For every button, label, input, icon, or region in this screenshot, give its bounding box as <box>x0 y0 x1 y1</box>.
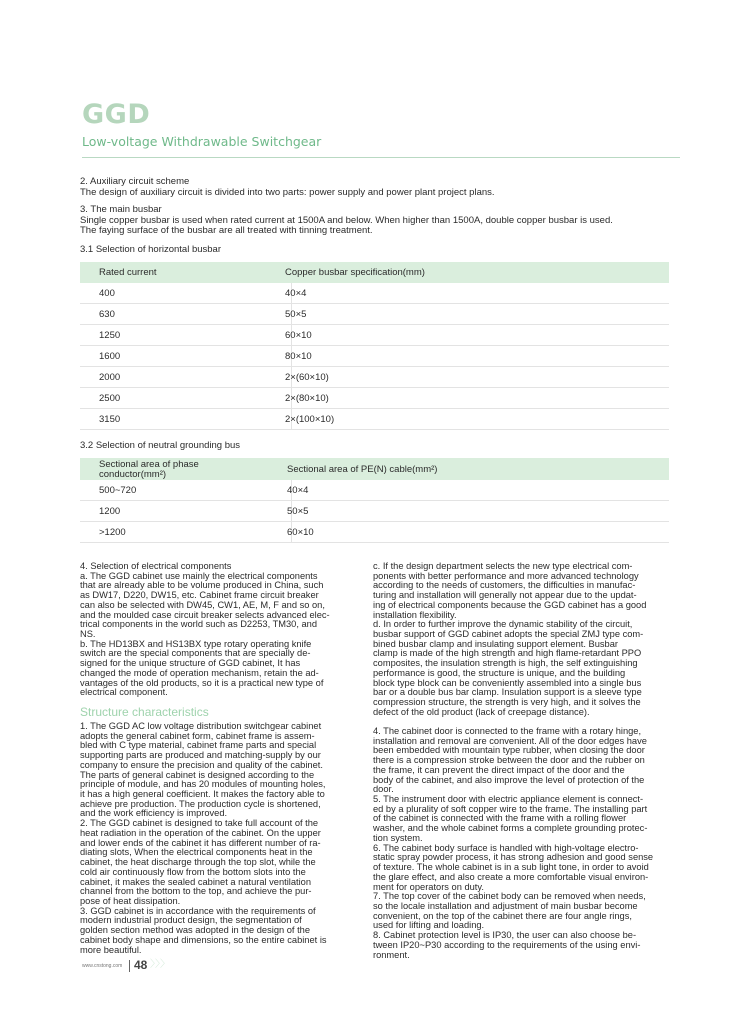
text-line: adopts the general cabinet form, cabinet frame is assem- <box>80 730 315 741</box>
right-column-text-2 <box>373 727 653 960</box>
text-line: been embedded with mountain type rubber, when closing the door <box>373 745 645 756</box>
table-header-row <box>80 458 669 480</box>
table-cell: 630 <box>99 309 115 320</box>
busbar-heading: 3. The main busbar <box>80 204 162 215</box>
text-line: the frame, it can prevent the direct impact of the door and the <box>373 764 625 775</box>
text-line: 6. The cabinet body surface is handled with high-voltage electro- <box>373 842 639 853</box>
table-header-row <box>80 262 669 283</box>
header-line: Sectional area of phase <box>99 459 199 470</box>
table-cell: 80×10 <box>285 351 312 362</box>
table2-caption: 3.2 Selection of neutral grounding bus <box>80 440 241 451</box>
text-line: tion system. <box>373 832 423 843</box>
text-line: 8. Cabinet protection level is IP30, the user can also choose be- <box>373 930 637 941</box>
text-line: 7. The top cover of the cabinet body can be removed when needs, <box>373 891 646 902</box>
text-line: and the moulded case circuit breaker selects advanced elec- <box>80 609 330 620</box>
table-row <box>80 480 669 501</box>
page-title: GGD <box>82 99 151 130</box>
table-cell: 60×10 <box>287 527 314 538</box>
aux-text: The design of auxiliary circuit is divided into two parts: power supply and power plant project plans. <box>80 186 495 198</box>
text-line: The parts of general cabinet is designed according to the <box>80 769 315 780</box>
text-line: as DW17, D220, DW15, etc. Cabinet frame circuit breaker <box>80 590 319 601</box>
table-cell: 2000 <box>99 372 121 383</box>
text-line: ing of electrical components because the GGD cabinet has a good <box>373 599 647 610</box>
text-line: block type block can be conveniently assembled into a single bus <box>373 677 642 688</box>
page-subtitle: Low-voltage Withdrawable Switchgear <box>82 134 322 149</box>
table-row <box>80 346 669 367</box>
right-column-text-1 <box>373 562 646 718</box>
table-cell: 2500 <box>99 393 121 404</box>
text-line: performance is good, the structure is unique, and the building <box>373 667 626 678</box>
text-line: b. The HD13BX and HS13BX type rotary operating knife <box>80 638 312 649</box>
left-column-components <box>80 562 330 698</box>
text-line: d. In order to further improve the dynamic stability of the circuit, <box>373 619 633 630</box>
text-line: more beautiful. <box>80 944 142 955</box>
chevron-right-icon: 〉〉〉 <box>150 959 170 970</box>
text-line: diating slots, When the electrical components heat in the <box>80 847 313 858</box>
table-cell: 60×10 <box>285 330 312 341</box>
table-row <box>80 522 669 543</box>
table-row <box>80 388 669 409</box>
footer-url: www.cnstong.com <box>82 963 123 969</box>
text-line: bar or a double bus bar clamp. Insulation support is a sleeve type <box>373 687 642 698</box>
text-line: body of the cabinet, and also improve the level of protection of the <box>373 774 645 785</box>
column-header-phase-conductor <box>99 460 199 480</box>
table-row <box>80 283 669 304</box>
text-line: compression structure, the strength is very high, and it solves the <box>373 697 641 708</box>
text-line: c. If the design department selects the new type electrical com- <box>373 561 633 571</box>
text-line: ed by a plurality of soft copper wire to the frame. The installing part <box>373 803 648 814</box>
text-line: so the locale installation and adjustment of main busbar become <box>373 900 638 911</box>
text-line: 4. Selection of electrical components <box>80 561 232 571</box>
text-line: trical components in the world such as D2253, TM30, and <box>80 619 318 630</box>
text-line: cabinet, the heat discharge through the top slot, while the <box>80 857 316 868</box>
horizontal-busbar-table <box>80 262 669 430</box>
table-cell: 1600 <box>99 351 121 362</box>
text-line: a. The GGD cabinet use mainly the electrical components <box>80 570 318 581</box>
text-line: bled with C type material, cabinet frame parts and special <box>80 740 317 751</box>
text-line: golden section method was adopted in the design of the <box>80 925 311 936</box>
table-cell: 2×(80×10) <box>285 393 329 404</box>
text-line: of texture. The whole cabinet is in a sub light tone, in order to avoid <box>373 862 649 873</box>
text-line: bined busbar clamp and insulating support element. Busbar <box>373 638 618 649</box>
text-line: installation flexibility. <box>373 609 457 620</box>
text-line: 1. The GGD AC low voltage distribution switchgear cabinet <box>80 721 322 731</box>
busbar-text-1: Single copper busbar is used when rated current at 1500A and below. When higher than 1500A, double copper busbar is used. <box>80 214 613 226</box>
text-line: static spray powder process, it has strong adhesion and good sense <box>373 852 654 863</box>
table-row <box>80 409 669 430</box>
text-line: defect of the old product (lack of creepage distance). <box>373 706 590 717</box>
text-line: ment for operators on duty. <box>373 881 484 892</box>
text-line: installation and removal are convenient. All of the door edges have <box>373 735 647 746</box>
table-cell: >1200 <box>99 527 126 538</box>
table-cell: 50×5 <box>287 506 309 517</box>
table-cell: 50×5 <box>285 309 307 320</box>
table-row <box>80 304 669 325</box>
text-line: composites, the insulation strength is high, the self extinguishing <box>373 658 638 669</box>
table-cell: 2×(100×10) <box>285 414 335 425</box>
text-line: electrical component. <box>80 687 168 698</box>
busbar-text-2: The faying surface of the busbar are all treated with tinning treatment. <box>80 225 373 237</box>
text-line: principle of module, and has 20 modules of mounting holes, <box>80 779 326 790</box>
text-line: cabinet, it makes the sealed cabinet a natural ventilation <box>80 876 312 887</box>
text-line: NS. <box>80 629 96 640</box>
text-line: convenient, on the top of the cabinet there are four angle rings, <box>373 910 632 921</box>
table-cell: 40×4 <box>287 485 309 496</box>
text-line: the glare effect, and also create a more comfortable visual environ- <box>373 871 649 882</box>
text-line: vantages of the old products, so it is a practical new type of <box>80 677 324 688</box>
table-cell: 40×4 <box>285 288 307 299</box>
table-cell: 2×(60×10) <box>285 372 329 383</box>
header-line: conductor(mm²) <box>99 469 167 480</box>
neutral-grounding-table <box>80 458 669 543</box>
left-column-structure <box>80 722 327 955</box>
text-line: according to the needs of customers, the difficulties in manufac- <box>373 580 636 591</box>
text-line: 2. The GGD cabinet is designed to take full account of the <box>80 818 319 829</box>
table1-caption: 3.1 Selection of horizontal busbar <box>80 244 222 255</box>
aux-heading: 2. Auxiliary circuit scheme <box>80 176 190 187</box>
text-line: door. <box>373 784 394 795</box>
text-line: switch are the special components that are specially de- <box>80 648 311 659</box>
busbar-block <box>80 205 613 237</box>
intro-block <box>80 177 495 198</box>
text-line: that are already able to be volume produced in China, such <box>80 580 324 591</box>
text-line: ronment. <box>373 949 410 960</box>
table-cell: 3150 <box>99 414 121 425</box>
text-line: ponents with better performance and more advanced technology <box>373 570 639 581</box>
text-line: clamp is made of the high strength and high flame-retardant PPO <box>373 648 642 659</box>
text-line: pose of heat dissipation. <box>80 895 181 906</box>
text-line: channel from the bottom to the top, and achieve the pur- <box>80 886 312 897</box>
table-cell: 400 <box>99 288 115 299</box>
table-row <box>80 325 669 346</box>
text-line: and lower ends of the cabinet it has different number of ra- <box>80 837 321 848</box>
text-line: busbar support of GGD cabinet adopts the special ZMJ type com- <box>373 629 644 640</box>
text-line: 5. The instrument door with electric appliance element is connect- <box>373 794 644 805</box>
table-cell: 1250 <box>99 330 121 341</box>
text-line: cabinet body shape and dimensions, so the entire cabinet is <box>80 934 327 945</box>
table-row <box>80 367 669 388</box>
text-line: modern industrial product design, the segmentation of <box>80 915 302 926</box>
text-line: heat radiation in the operation of the cabinet. On the upper <box>80 827 321 838</box>
text-line: turing and installation will generally not appear due to the updat- <box>373 590 637 601</box>
table-cell: 500~720 <box>99 485 137 496</box>
text-line: it has a high general coefficient. It makes the factory able to <box>80 789 325 800</box>
text-line: signed for the unique structure of GGD cabinet, It has <box>80 658 301 669</box>
table-row <box>80 501 669 522</box>
text-line: tween IP20~P30 according to the requirements of the using envi- <box>373 939 641 950</box>
text-line: washer, and the whole cabinet forms a complete grounding protec- <box>373 823 648 834</box>
text-line: supporting parts are produced and matching-supply by our <box>80 750 321 761</box>
text-line: used for lifting and loading. <box>373 920 485 931</box>
text-line: can also be selected with DW45, CW1, AE, M, F and so on, <box>80 599 325 610</box>
text-line: and the work efficiency is improved. <box>80 808 228 819</box>
text-line: 4. The cabinet door is connected to the frame with a rotary hinge, <box>373 726 642 736</box>
text-line: company to ensure the precision and quality of the cabinet. <box>80 759 323 770</box>
section-title: Structure characteristics <box>80 705 209 719</box>
text-line: there is a compression stroke between the door and the rubber on <box>373 755 645 766</box>
footer-divider <box>129 960 130 972</box>
text-line: cold air continuously flow from the bottom slots into the <box>80 866 306 877</box>
text-line: of the cabinet is connected with the frame with a rolling flower <box>373 813 627 824</box>
table-cell: 1200 <box>99 506 121 517</box>
text-line: 3. GGD cabinet is in accordance with the requirements of <box>80 905 316 916</box>
text-line: changed the mode of operation mechanism, retain the ad- <box>80 667 319 678</box>
column-header-rated-current: Rated current <box>99 267 157 278</box>
column-header-copper-spec: Copper busbar specification(mm) <box>285 267 425 278</box>
header-divider <box>82 157 680 158</box>
page-number: 48 <box>134 958 148 972</box>
column-header-pe-cable: Sectional area of PE(N) cable(mm²) <box>287 464 438 475</box>
text-line: achieve pre production. The production cycle is shortened, <box>80 798 321 809</box>
